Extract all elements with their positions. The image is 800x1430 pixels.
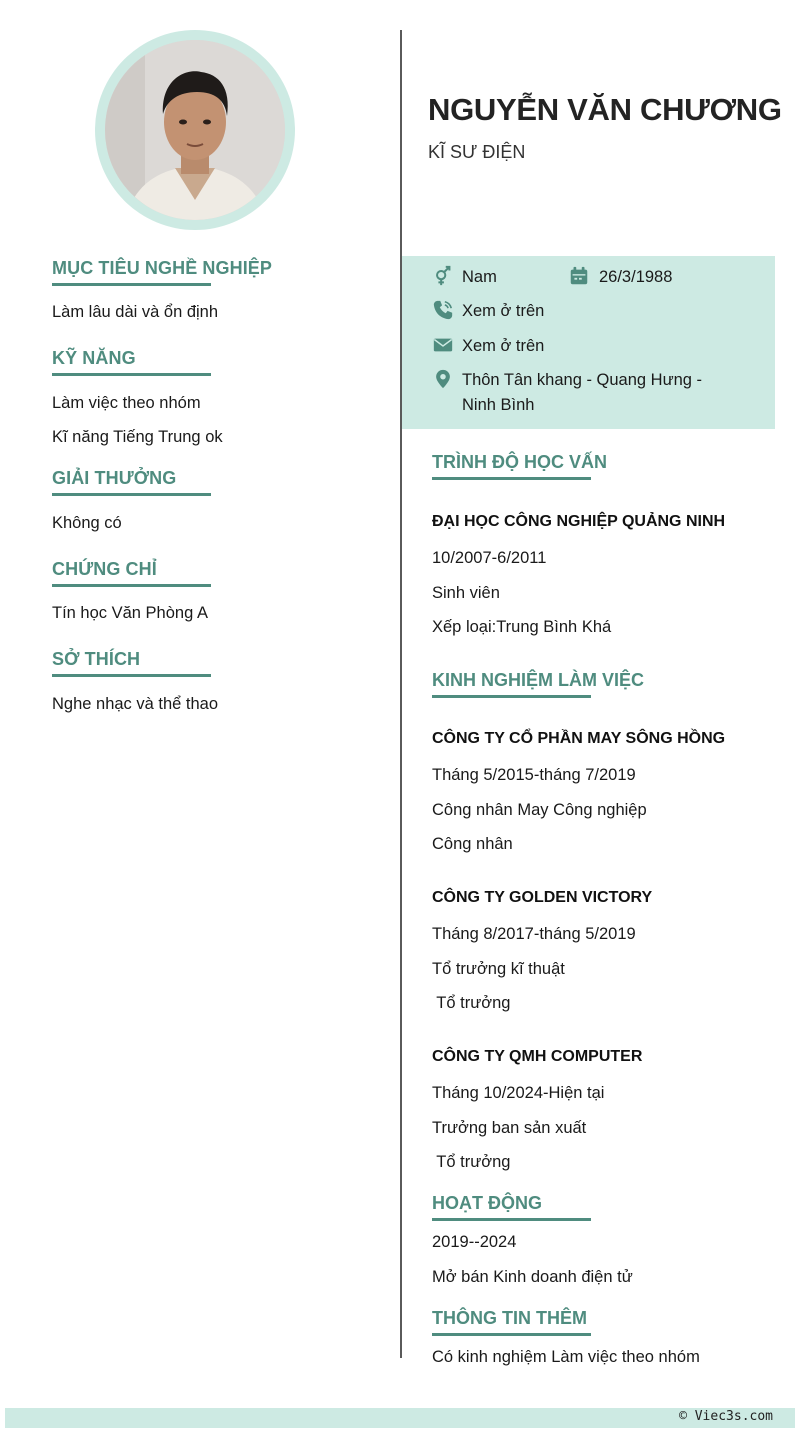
activities-title: HOẠT ĐỘNG (432, 1193, 542, 1213)
awards-text: Không có (52, 514, 122, 532)
phone-value: Xem ở trên (462, 302, 545, 320)
education-school: ĐẠI HỌC CÔNG NGHIỆP QUẢNG NINH (432, 513, 726, 530)
avatar-ring (95, 30, 295, 230)
avatar (105, 40, 285, 220)
address-line-1: Thôn Tân khang - Quang Hưng - (462, 371, 703, 389)
job-period: Tháng 5/2015-tháng 7/2019 (432, 766, 636, 784)
objective-rule (52, 283, 211, 286)
job-company: CÔNG TY QMH COMPUTER (432, 1048, 643, 1065)
activities-rule (432, 1218, 591, 1221)
job-company: CÔNG TY GOLDEN VICTORY (432, 889, 653, 906)
objective-title: MỤC TIÊU NGHỀ NGHIỆP (52, 258, 273, 278)
skill-item: Làm việc theo nhóm (52, 394, 201, 412)
candidate-name: NGUYỄN VĂN CHƯƠNG (428, 92, 782, 127)
certificates-title: CHỨNG CHỈ (52, 559, 157, 579)
job-detail: Công nhân (432, 835, 513, 853)
skill-item: Kĩ năng Tiếng Trung ok (52, 428, 223, 446)
hobbies-title: SỞ THÍCH (52, 649, 141, 669)
email-icon (432, 334, 454, 356)
awards-title: GIẢI THƯỞNG (52, 468, 177, 488)
certificates-rule (52, 584, 211, 587)
additional-title: THÔNG TIN THÊM (432, 1308, 587, 1328)
awards-rule (52, 493, 211, 496)
job-position: Tổ trưởng kĩ thuật (432, 960, 565, 978)
job-period: Tháng 10/2024-Hiện tại (432, 1084, 605, 1102)
education-status: Sinh viên (432, 584, 500, 602)
job-detail: Tổ trưởng (432, 994, 511, 1012)
certificates-text: Tín học Văn Phòng A (52, 604, 208, 622)
gender-icon (432, 265, 454, 287)
avatar-photo (105, 40, 285, 220)
address-line-2: Ninh Bình (462, 396, 535, 414)
skills-rule (52, 373, 211, 376)
location-icon (432, 368, 454, 390)
experience-title: KINH NGHIỆM LÀM VIỆC (432, 670, 645, 690)
calendar-icon (568, 265, 590, 287)
phone-icon (432, 299, 454, 321)
footer-credit: © Viec3s.com (679, 1409, 773, 1424)
job-position: Công nhân May Công nghiệp (432, 801, 647, 819)
objective-text: Làm lâu dài và ổn định (52, 303, 219, 321)
column-divider (400, 30, 402, 1358)
job-company: CÔNG TY CỔ PHẦN MAY SÔNG HỒNG (432, 730, 726, 747)
skills-title: KỸ NĂNG (52, 348, 136, 368)
activities-description: Mở bán Kinh doanh điện tử (432, 1268, 633, 1286)
contact-info-box (402, 256, 775, 429)
job-period: Tháng 8/2017-tháng 5/2019 (432, 925, 636, 943)
birthday-value: 26/3/1988 (599, 268, 673, 286)
job-detail: Tổ trưởng (432, 1153, 511, 1171)
job-position: Trưởng ban sản xuất (432, 1119, 587, 1137)
education-period: 10/2007-6/2011 (432, 549, 547, 567)
additional-rule (432, 1333, 591, 1336)
education-grade: Xếp loại:Trung Bình Khá (432, 618, 612, 636)
email-value: Xem ở trên (462, 337, 545, 355)
additional-text: Có kinh nghiệm Làm việc theo nhóm (432, 1348, 700, 1366)
footer-bar (5, 1408, 795, 1428)
activities-period: 2019--2024 (432, 1233, 517, 1251)
education-rule (432, 477, 591, 480)
hobbies-rule (52, 674, 211, 677)
gender-value: Nam (462, 268, 497, 286)
candidate-role: KĨ SƯ ĐIỆN (428, 142, 526, 162)
education-title: TRÌNH ĐỘ HỌC VẤN (432, 452, 607, 472)
experience-rule (432, 695, 591, 698)
hobbies-text: Nghe nhạc và thể thao (52, 695, 219, 713)
